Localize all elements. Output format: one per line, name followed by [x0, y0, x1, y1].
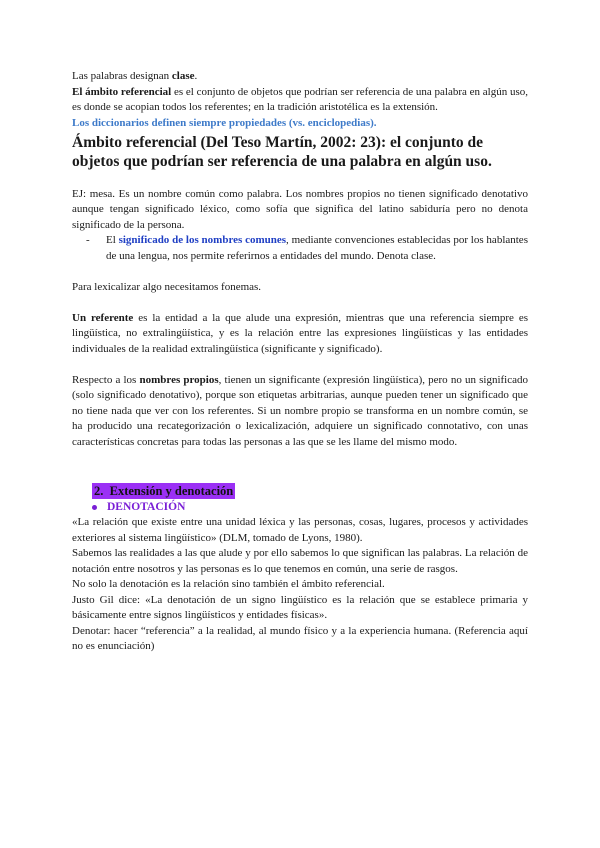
paragraph-referente: Un referente es la entidad a la que alude una expresión, mientras que una referencia siempre es lingüística, no extralingüística, y es la relación entre las expresiones lingüísticas y las entidades individuales de la realidad extralingüística (significante y significado). — [72, 311, 529, 355]
paragraph-realidades: Sabemos las realidades a las que alude y por ello sabemos lo que significan las palabras. La relación de notación entre nosotros y las personas es lo que tenemos en común, una serie de rasgos. — [72, 547, 528, 575]
spacer — [72, 264, 528, 280]
section-title: Extensión y denotación — [109, 484, 234, 498]
paragraph-ejemplo-mesa: EJ: mesa. Es un nombre común como palabra. Los nombres propios no tienen significado denotativo aunque tengan significado léxico, como sofía que significa del latino sabiduría pero no denota significado de la persona. — [72, 187, 528, 231]
section-heading-extension — [92, 483, 528, 499]
spacer — [72, 295, 528, 311]
subsection-denotacion — [92, 499, 528, 515]
bullet-item-nombres-comunes — [86, 233, 528, 264]
paragraph-denotar: Denotar: hacer “referencia” a la realidad, al mundo físico y a la experiencia humana. (Referencia aquí no es enunciación) — [72, 624, 528, 652]
section-number: 2. — [94, 484, 104, 498]
spacer — [72, 171, 528, 187]
paragraph-nombres-propios: Respecto a los nombres propios, tienen un significante (expresión lingüística), pero no un significado (solo significado denotativo), porque son etiquetas arbitrarias, aunque pueden tener un significado que no tiene nada que ver con los referentes. Si un nombre propio se transforma en un nombre común, se ha producido una recategorización o lexicalización, adquiere un significado connotativo, con unas características concretas para todas las personas a las que se les llame del mismo modo. — [72, 373, 528, 448]
paragraph-justo-gil: Justo Gil dice: «La denotación de un signo lingüístico es la relación que se establece primaria y básicamente entre signos lingüísticos y entidades físicas». — [72, 593, 528, 621]
heading-ambito-referencial: Ámbito referencial (Del Teso Martín, 2002: 23): el conjunto de objetos que podrían ser referencia de una palabra en algún uso. — [72, 134, 492, 170]
paragraph-cita-dlm: «La relación que existe entre una unidad léxica y las personas, cosas, lugares, procesos y actividades exteriores al sistema lingüístico» (DLM, tomado de Lyons, 1980). — [72, 516, 528, 544]
subsection-title: DENOTACIÓN — [107, 501, 186, 513]
dash-bullet-icon: - — [86, 234, 90, 246]
document-body — [72, 69, 528, 655]
bullet-text: El significado de los nombres comunes, mediante convenciones establecidas por los hablantes de una lengua, nos permite referirnos a entidades del mundo. Denota clase. — [106, 234, 528, 262]
spacer — [72, 466, 528, 482]
paragraph-clase: Las palabras designan clase. — [72, 70, 198, 82]
paragraph-lexicalizar: Para lexicalizar algo necesitamos fonemas. — [72, 280, 262, 293]
paragraph-ambito-referencial: El ámbito referencial es el conjunto de objetos que podrían ser referencia de una palabra en algún uso, es donde se acopian todos los referentes; en la tradición aristotélica es la extensión. — [72, 85, 528, 113]
paragraph-no-solo: No solo la denotación es la relación sino también el ámbito referencial. — [72, 578, 385, 590]
paragraph-diccionarios: Los diccionarios definen siempre propiedades (vs. enciclopedias). — [72, 116, 377, 129]
spacer — [72, 357, 528, 373]
bullet-dot-icon — [92, 505, 97, 510]
spacer — [72, 450, 528, 466]
